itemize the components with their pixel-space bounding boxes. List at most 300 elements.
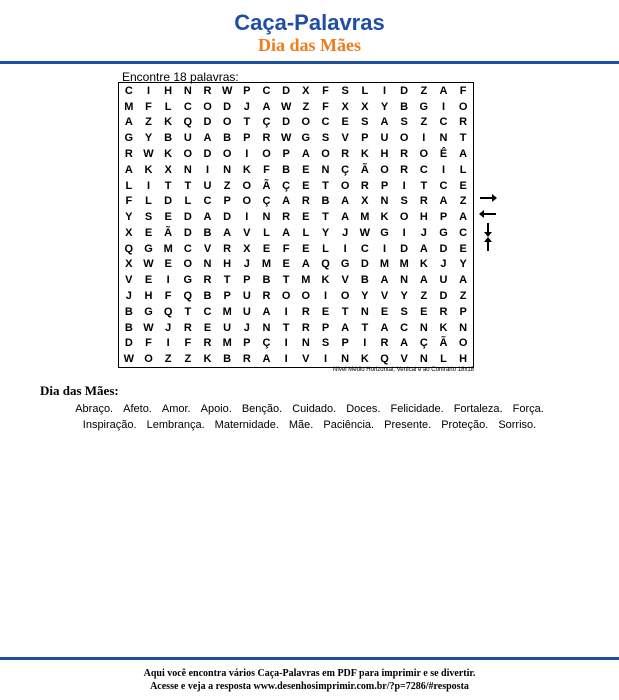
- grid-cell: A: [380, 116, 389, 129]
- grid-cell: D: [400, 242, 409, 255]
- grid-cell: O: [340, 179, 350, 192]
- grid-cell: G: [301, 132, 311, 145]
- grid-cell: A: [282, 226, 291, 239]
- footer-line-2: Acesse e veja a resposta www.desenhosimprimir.com.br/?p=7286/#resposta: [150, 681, 469, 692]
- grid-cell: E: [262, 242, 271, 255]
- grid-cell: I: [441, 163, 446, 176]
- grid-cell: O: [399, 132, 409, 145]
- grid-cell: R: [262, 289, 271, 302]
- grid-cell: Y: [400, 289, 408, 302]
- grid-cell: A: [341, 211, 350, 224]
- grid-cell: P: [282, 147, 290, 160]
- grid-cell: W: [143, 258, 154, 271]
- grid-cell: B: [203, 289, 212, 302]
- grid-cell: K: [164, 116, 173, 129]
- grid-cell: A: [459, 211, 468, 224]
- grid-cell: U: [242, 289, 251, 302]
- grid-cell: R: [183, 321, 192, 334]
- grid-cell: Y: [125, 211, 133, 224]
- word-list-row-1: [0, 403, 619, 415]
- grid-cell: Ç: [341, 163, 350, 176]
- grid-cell: A: [262, 353, 271, 366]
- grid-cell: X: [243, 242, 251, 255]
- grid-cell: G: [419, 100, 429, 113]
- grid-cell: C: [439, 179, 448, 192]
- grid-cell: H: [459, 353, 468, 366]
- grid-cell: P: [243, 84, 251, 97]
- grid-cell: W: [359, 226, 371, 239]
- grid-cell: T: [184, 305, 192, 318]
- grid-cell: A: [400, 337, 409, 350]
- grid-cell: R: [124, 147, 133, 160]
- grid-cell: A: [203, 211, 212, 224]
- grid-cell: I: [166, 274, 170, 287]
- grid-cell: N: [439, 132, 448, 145]
- grid-cell: V: [125, 274, 133, 287]
- grid-cell: L: [164, 100, 172, 113]
- grid-cell: D: [124, 337, 133, 350]
- grid-cell: Z: [420, 116, 428, 129]
- grid-cell: O: [301, 116, 311, 129]
- grid-cell: F: [145, 337, 152, 350]
- word-item: Abraço.: [75, 403, 114, 415]
- grid-cell: I: [441, 100, 446, 113]
- grid-cell: C: [183, 100, 192, 113]
- grid-cell: T: [282, 274, 290, 287]
- grid-cell: A: [341, 321, 350, 334]
- grid-cell: P: [459, 305, 467, 318]
- grid-cell: V: [203, 242, 212, 255]
- grid-cell: B: [223, 132, 232, 145]
- grid-cell: K: [164, 147, 173, 160]
- grid-cell: D: [223, 211, 232, 224]
- grid-cell: R: [301, 321, 310, 334]
- grid-cell: E: [164, 258, 172, 271]
- grid-cell: J: [440, 258, 447, 271]
- grid-cell: Y: [459, 258, 467, 271]
- grid-cell: B: [400, 100, 409, 113]
- grid-cell: Y: [144, 132, 153, 145]
- grid-cell: O: [301, 289, 311, 302]
- grid-cell: T: [341, 305, 349, 318]
- grid-cell: E: [203, 321, 212, 334]
- grid-cell: Z: [184, 353, 192, 366]
- arrow-down-icon: [484, 223, 492, 237]
- grid-cell: R: [341, 147, 350, 160]
- grid-cell: D: [203, 116, 212, 129]
- grid-cell: I: [146, 84, 151, 97]
- top-divider: [0, 61, 619, 64]
- grid-cell: I: [422, 132, 426, 145]
- grid-cell: Ç: [419, 337, 428, 350]
- grid-cell: K: [439, 321, 448, 334]
- grid-cell: Ç: [282, 179, 291, 192]
- grid-cell: P: [439, 211, 448, 224]
- grid-cell: W: [123, 353, 135, 366]
- grid-cell: Z: [145, 116, 152, 129]
- grid-cell: E: [459, 179, 467, 192]
- grid-cell: I: [284, 337, 288, 350]
- grid-cell: J: [420, 226, 427, 239]
- arrow-right-icon: [480, 194, 497, 202]
- grid-cell: Z: [420, 289, 428, 302]
- grid-cell: T: [282, 321, 290, 334]
- grid-cell: N: [400, 274, 409, 287]
- grid-cell: U: [203, 179, 212, 192]
- grid-cell: M: [301, 274, 311, 287]
- grid-cell: Q: [163, 305, 173, 318]
- grid-cell: O: [281, 289, 291, 302]
- grid-cell: F: [164, 289, 172, 302]
- grid-cell: E: [341, 116, 349, 129]
- grid-cell: W: [221, 84, 233, 97]
- grid-cell: L: [184, 195, 192, 208]
- grid-cell: W: [280, 132, 292, 145]
- grid-cell: L: [361, 84, 369, 97]
- grid-cell: Ã: [164, 226, 173, 239]
- grid-cell: D: [183, 226, 192, 239]
- instruction-text: Encontre 18 palavras:: [122, 70, 239, 84]
- grid-cell: A: [380, 321, 389, 334]
- grid-cell: B: [223, 353, 232, 366]
- grid-cell: L: [302, 226, 310, 239]
- grid-cell: J: [243, 321, 250, 334]
- grid-cell: N: [419, 321, 428, 334]
- grid-cell: F: [322, 100, 329, 113]
- grid-cell: Ç: [262, 195, 271, 208]
- grid-cell: Q: [183, 289, 193, 302]
- grid-cell: R: [282, 211, 291, 224]
- grid-cell: H: [419, 211, 428, 224]
- grid-cell: S: [341, 84, 349, 97]
- grid-cell: S: [400, 116, 408, 129]
- grid-cell: G: [124, 132, 134, 145]
- grid-cell: Z: [302, 100, 310, 113]
- grid-cell: A: [419, 242, 428, 255]
- grid-cell: X: [302, 84, 310, 97]
- grid-cell: B: [360, 274, 369, 287]
- grid-cell: V: [341, 132, 349, 145]
- grid-cell: K: [242, 163, 251, 176]
- grid-cell: Z: [459, 195, 467, 208]
- grid-cell: F: [145, 100, 152, 113]
- grid-cell: E: [380, 305, 389, 318]
- grid-cell: A: [262, 305, 271, 318]
- grid-cell: D: [282, 84, 291, 97]
- grid-cell: E: [302, 163, 310, 176]
- word-item: Sorriso.: [498, 419, 537, 431]
- word-item: Inspiração.: [82, 419, 137, 431]
- grid-cell: M: [360, 211, 370, 224]
- grid-cell: B: [203, 226, 212, 239]
- grid-cell: Ã: [439, 337, 448, 350]
- grid-cell: O: [242, 195, 252, 208]
- grid-cell: G: [144, 242, 153, 255]
- grid-cell: Ç: [262, 116, 271, 129]
- grid-cell: O: [321, 147, 330, 160]
- grid-cell: X: [164, 163, 172, 176]
- grid-cell: I: [146, 179, 151, 192]
- direction-legend: [478, 192, 498, 252]
- grid-cell: O: [222, 116, 232, 129]
- word-item: Apoio.: [200, 403, 232, 415]
- grid-cell: O: [203, 100, 212, 113]
- grid-cell: U: [183, 132, 192, 145]
- grid-cell: Ç: [262, 337, 271, 350]
- grid-cell: B: [124, 305, 133, 318]
- grid-cell: O: [144, 353, 153, 366]
- grid-cell: A: [459, 147, 468, 160]
- grid-cell: J: [243, 100, 250, 113]
- grid-cell: C: [183, 242, 192, 255]
- grid-cell: A: [439, 84, 448, 97]
- grid-cell: L: [322, 242, 329, 255]
- grid-cell: S: [400, 195, 408, 208]
- grid-cell: Q: [321, 258, 330, 271]
- grid-cell: N: [360, 305, 369, 318]
- grid-cell: A: [439, 195, 448, 208]
- grid-cell: N: [262, 211, 271, 224]
- grid-cell: A: [203, 132, 212, 145]
- word-item: Felicidade.: [390, 403, 444, 415]
- grid-cell: I: [382, 84, 387, 97]
- grid-cell: Ã: [262, 179, 271, 192]
- grid-cell: V: [400, 353, 408, 366]
- grid-cell: E: [420, 305, 428, 318]
- grid-cell: N: [321, 163, 330, 176]
- grid-cell: U: [242, 305, 251, 318]
- grid-cell: C: [439, 116, 448, 129]
- word-item: Afeto.: [123, 403, 152, 415]
- grid-cell: X: [361, 100, 369, 113]
- grid-cell: P: [361, 132, 369, 145]
- grid-cell: M: [163, 242, 173, 255]
- grid-cell: B: [124, 321, 133, 334]
- grid-cell: F: [184, 337, 192, 350]
- grid-cell: E: [144, 274, 153, 287]
- grid-cell: A: [341, 195, 350, 208]
- grid-cell: A: [380, 274, 389, 287]
- arrow-up-icon: [484, 237, 492, 251]
- grid-cell: O: [183, 147, 193, 160]
- grid-cell: R: [203, 84, 212, 97]
- grid-cell: T: [420, 179, 428, 192]
- grid-cell: L: [125, 179, 133, 192]
- grid-cell: W: [143, 321, 154, 334]
- grid-cell: N: [459, 321, 468, 334]
- grid-cell: A: [124, 163, 133, 176]
- grid-cell: C: [262, 84, 271, 97]
- grid-cell: I: [363, 337, 367, 350]
- grid-cell: F: [282, 242, 290, 255]
- grid-cell: A: [419, 274, 428, 287]
- grid-cell: S: [400, 305, 408, 318]
- grid-cell: D: [439, 289, 448, 302]
- grid-cell: J: [342, 226, 349, 239]
- word-item: Amor.: [161, 403, 191, 415]
- grid-cell: G: [183, 274, 193, 287]
- grid-cell: E: [321, 305, 330, 318]
- grid-cell: C: [203, 305, 212, 318]
- grid-cell: I: [343, 242, 347, 255]
- grid-cell: T: [322, 179, 329, 192]
- grid-cell: D: [183, 211, 192, 224]
- grid-cell: K: [380, 211, 389, 224]
- grid-cell: O: [380, 163, 389, 176]
- grid-cell: G: [439, 226, 448, 239]
- grid-cell: K: [321, 274, 330, 287]
- grid-cell: R: [301, 195, 310, 208]
- grid-cell: X: [125, 226, 133, 239]
- grid-cell: A: [459, 274, 468, 287]
- grid-cell: H: [144, 289, 153, 302]
- grid-cell: D: [223, 100, 232, 113]
- grid-cell: Z: [164, 353, 172, 366]
- grid-cell: T: [184, 179, 192, 192]
- arrow-left-icon: [479, 210, 496, 218]
- grid-cell: I: [205, 163, 210, 176]
- grid-cell: L: [263, 226, 270, 239]
- grid-cell: D: [439, 242, 448, 255]
- grid-cell: F: [322, 84, 329, 97]
- grid-cell: Y: [321, 226, 330, 239]
- grid-cell: M: [261, 258, 272, 271]
- grid-cell: R: [400, 147, 409, 160]
- grid-cell: X: [125, 258, 133, 271]
- grid-cell: Ê: [439, 147, 448, 160]
- grid-cell: T: [361, 321, 369, 334]
- word-item: Cuidado.: [292, 403, 337, 415]
- grid-cell: N: [341, 353, 350, 366]
- grid-cell: P: [243, 132, 251, 145]
- grid-cell: Z: [459, 289, 467, 302]
- grid-cell: Q: [183, 116, 193, 129]
- grid-cell: Q: [380, 353, 389, 366]
- word-item: Benção.: [241, 403, 283, 415]
- grid-cell: E: [144, 226, 153, 239]
- grid-cell: K: [203, 353, 212, 366]
- grid-cell: A: [301, 258, 310, 271]
- footer-line-1: Aqui você encontra vários Caça-Palavras em PDF para imprimir e se divertir.: [143, 668, 476, 679]
- grid-cell: E: [164, 211, 172, 224]
- grid-cell: T: [223, 274, 231, 287]
- grid-cell: R: [380, 337, 389, 350]
- grid-cell: D: [400, 84, 409, 97]
- grid-cell: S: [321, 337, 330, 350]
- grid-cell: H: [164, 84, 173, 97]
- grid-cell: M: [399, 258, 409, 271]
- grid-cell: T: [322, 211, 329, 224]
- grid-cell: N: [183, 84, 192, 97]
- grid-cell: N: [301, 337, 310, 350]
- grid-cell: N: [380, 195, 389, 208]
- grid-cell: J: [243, 258, 250, 271]
- grid-cell: O: [340, 289, 350, 302]
- grid-cell: I: [402, 179, 406, 192]
- grid-cell: X: [341, 100, 349, 113]
- word-item: Mãe.: [288, 419, 314, 431]
- grid-cell: R: [262, 132, 271, 145]
- grid-cell: B: [282, 163, 291, 176]
- grid-cell: R: [301, 305, 310, 318]
- grid-cell: P: [223, 289, 231, 302]
- grid-cell: A: [282, 195, 291, 208]
- grid-cell: J: [125, 289, 132, 302]
- grid-cell: Q: [124, 242, 134, 255]
- grid-cell: M: [124, 100, 134, 113]
- word-item: Lembrança.: [146, 419, 205, 431]
- grid-cell: O: [222, 147, 232, 160]
- grid-cell: E: [302, 242, 310, 255]
- grid-cell: Z: [420, 84, 428, 97]
- grid-cell: U: [223, 321, 232, 334]
- grid-cell: S: [144, 211, 153, 224]
- grid-cell: R: [400, 163, 409, 176]
- grid-cell: N: [223, 163, 232, 176]
- grid-cell: K: [144, 163, 153, 176]
- grid-cell: I: [284, 305, 288, 318]
- grid-cell: I: [323, 289, 328, 302]
- grid-cell: X: [361, 195, 369, 208]
- grid-cell: O: [262, 147, 271, 160]
- grid-cell: O: [419, 147, 429, 160]
- grid-cell: J: [165, 321, 172, 334]
- grid-cell: G: [380, 226, 389, 239]
- word-item: Força.: [512, 403, 544, 415]
- grid-cell: V: [302, 353, 310, 366]
- grid-cell: D: [203, 147, 212, 160]
- word-item: Presente.: [384, 419, 432, 431]
- grid-cell: C: [321, 116, 330, 129]
- grid-cell: D: [282, 116, 291, 129]
- grid-cell: V: [380, 289, 389, 302]
- grid-cell: C: [400, 321, 409, 334]
- grid-cell: R: [459, 116, 468, 129]
- grid-cell: S: [321, 132, 330, 145]
- grid-cell: E: [302, 211, 310, 224]
- word-list-title: Dia das Mães:: [40, 383, 119, 398]
- grid-cell: O: [183, 258, 193, 271]
- grid-cell: V: [341, 274, 349, 287]
- grid-cell: W: [280, 100, 292, 113]
- grid-cell: N: [183, 163, 192, 176]
- grid-cell: C: [419, 163, 428, 176]
- grid-cell: H: [380, 147, 389, 160]
- grid-cell: R: [203, 337, 212, 350]
- grid-cell: E: [302, 179, 310, 192]
- word-item: Proteção.: [441, 419, 489, 431]
- grid-cell: I: [245, 147, 249, 160]
- grid-cell: F: [459, 84, 467, 97]
- grid-cell: W: [143, 147, 154, 160]
- grid-cell: P: [223, 195, 231, 208]
- grid-cell: T: [164, 179, 172, 192]
- grid-cell: D: [164, 195, 173, 208]
- grid-cell: L: [440, 353, 447, 366]
- word-item: Doces.: [346, 403, 381, 415]
- grid-cell: S: [361, 116, 369, 129]
- grid-cell: A: [301, 147, 310, 160]
- grid-cell: F: [125, 195, 133, 208]
- grid-cell: A: [262, 100, 271, 113]
- grid-cell: R: [360, 179, 369, 192]
- grid-cell: N: [203, 258, 212, 271]
- difficulty-note: Nível Médio Horizontal, Vertical e ao Contrário 18x18: [332, 367, 474, 373]
- grid-cell: O: [458, 337, 468, 350]
- grid-cell: B: [321, 195, 330, 208]
- grid-cell: D: [360, 258, 369, 271]
- grid-cell: I: [323, 353, 328, 366]
